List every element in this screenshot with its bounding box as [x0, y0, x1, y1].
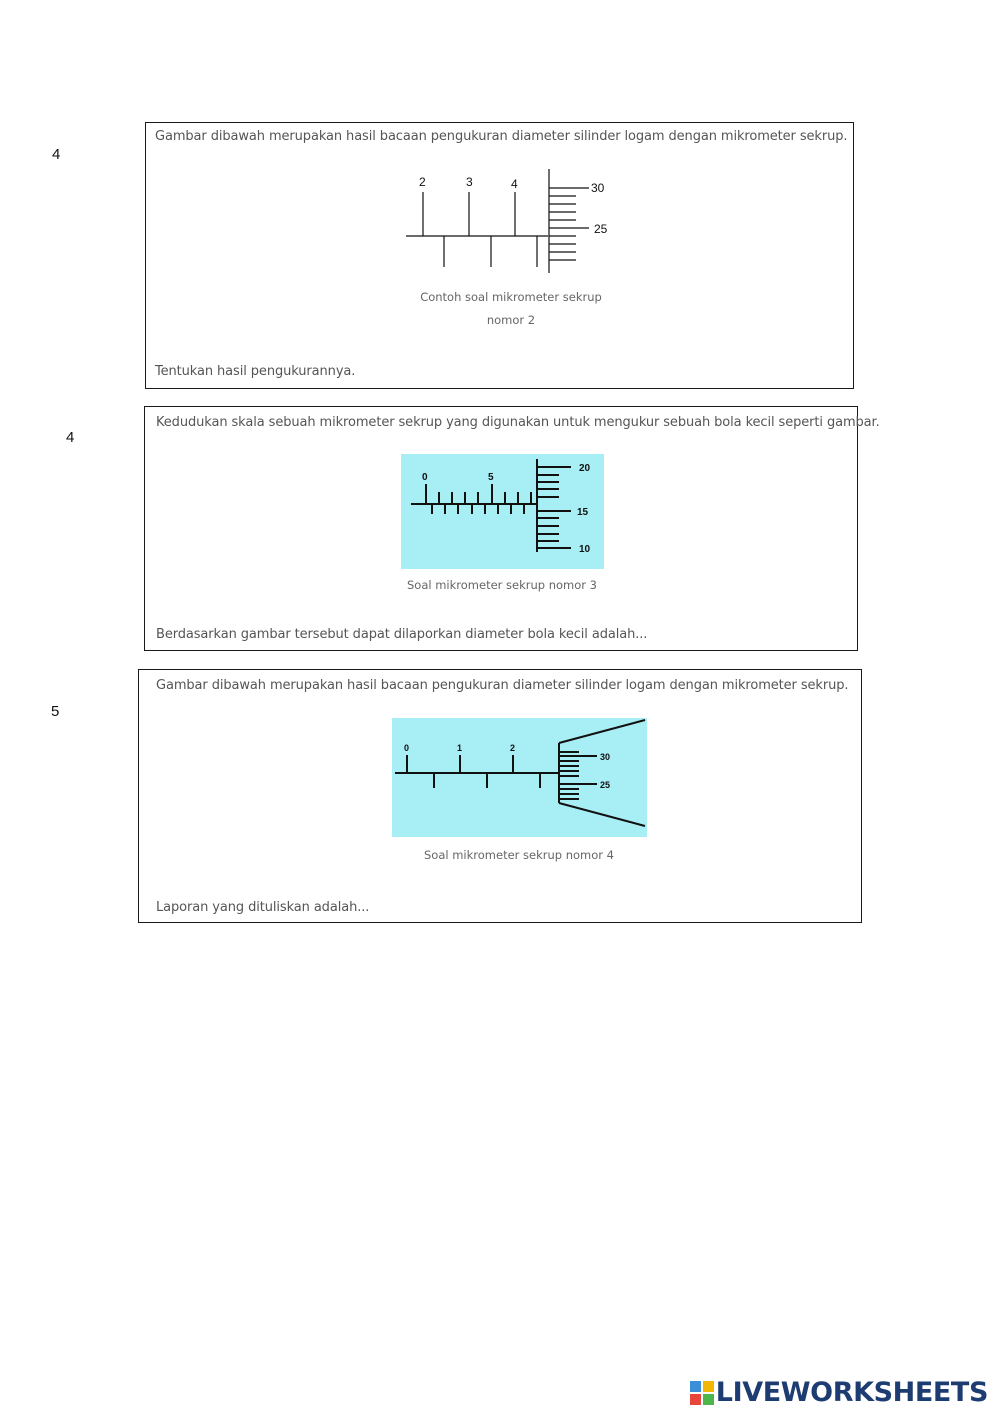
micrometer-figure	[392, 718, 647, 837]
question-card	[145, 122, 854, 389]
thimble-label: 10	[579, 544, 591, 555]
question-instruction: Berdasarkan gambar tersebut dapat dilaporkan diameter bola kecil adalah...	[156, 627, 648, 642]
main-scale-label: 2	[510, 743, 516, 753]
question-card	[144, 406, 880, 651]
question-instruction: Tentukan hasil pengukurannya.	[155, 364, 356, 379]
logo-brand-text: LIVEWORKSHEETS	[715, 1377, 988, 1408]
question-text: Gambar dibawah merupakan hasil bacaan pengukuran diameter silinder logam dengan mikrometer sekrup.	[155, 129, 848, 144]
question-number: 4	[66, 429, 75, 446]
question-text: Gambar dibawah merupakan hasil bacaan pengukuran diameter silinder logam dengan mikrometer sekrup.	[156, 678, 849, 693]
main-scale-label: 4	[511, 177, 518, 191]
main-scale-label: 1	[457, 743, 463, 753]
question-card	[138, 669, 862, 923]
main-scale-label: 0	[422, 472, 428, 483]
main-scale-label: 5	[488, 472, 494, 483]
main-scale-label: 3	[466, 175, 473, 189]
question-number: 4	[52, 146, 61, 163]
figure-caption: Soal mikrometer sekrup nomor 3	[406, 578, 597, 592]
liveworksheets-logo	[690, 1377, 988, 1408]
question-text: Kedudukan skala sebuah mikrometer sekrup yang digunakan untuk mengukur sebuah bola kecil seperti gambar.	[156, 415, 880, 430]
thimble-label: 20	[579, 463, 591, 474]
thimble-label: 30	[591, 181, 605, 195]
thimble-label: 15	[577, 507, 589, 518]
logo-grid-icon	[690, 1381, 714, 1405]
thimble-label: 25	[600, 780, 611, 790]
figure-caption: nomor 2	[486, 313, 536, 327]
figure-background	[392, 718, 647, 837]
figure-caption: Contoh soal mikrometer sekrup	[420, 290, 602, 304]
main-scale-label: 0	[404, 743, 410, 753]
main-scale-label: 2	[419, 175, 426, 189]
thimble-label: 30	[600, 752, 611, 762]
question-number: 5	[51, 703, 60, 720]
question-instruction: Laporan yang dituliskan adalah...	[156, 900, 370, 915]
figure-caption: Soal mikrometer sekrup nomor 4	[423, 848, 614, 862]
micrometer-figure	[401, 167, 611, 277]
thimble-label: 25	[594, 222, 608, 236]
micrometer-figure	[401, 454, 604, 569]
